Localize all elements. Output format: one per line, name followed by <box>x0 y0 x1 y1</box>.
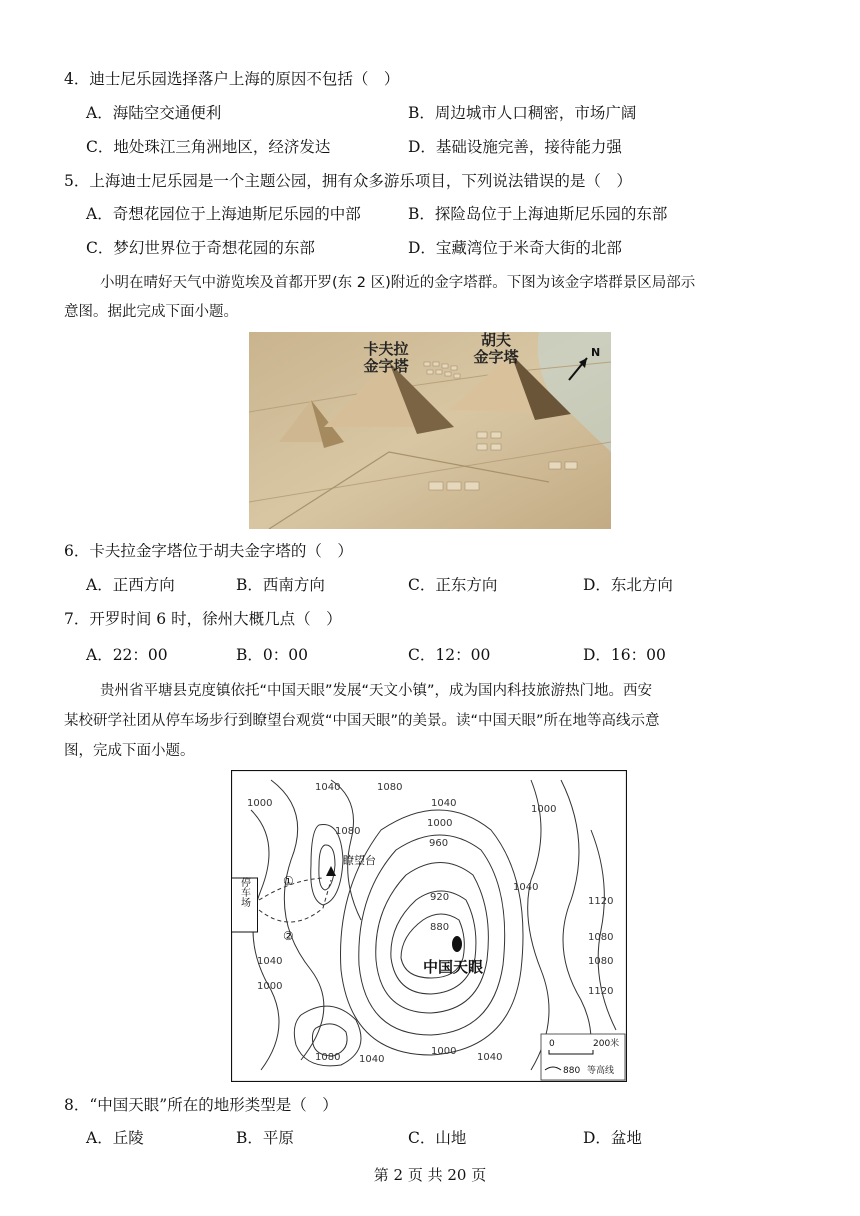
contour-label: 1080 <box>315 1052 341 1063</box>
q5-option-d: D．宝藏湾位于米奇大街的北部 <box>408 239 622 257</box>
q8-stem: 8．“中国天眼”所在的地形类型是（ ） <box>64 1096 338 1114</box>
intro1-line2: 意图。据此完成下面小题。 <box>64 304 238 320</box>
label-khufu-line2: 金字塔 <box>473 348 519 366</box>
q6-option-a: A．正西方向 <box>86 576 175 594</box>
q7-stem: 7．开罗时间 6 时，徐州大概几点（ ） <box>64 610 342 628</box>
contour-label: 1000 <box>531 804 557 815</box>
pyramid-figure <box>249 332 611 529</box>
contour-label: 1080 <box>588 932 614 943</box>
contour-label: 1080 <box>377 782 403 793</box>
contour-label: 1080 <box>588 956 614 967</box>
lookout-label: 瞭望台 <box>343 854 376 867</box>
legend-contour-text: 等高线 <box>587 1066 615 1076</box>
q5-option-b: B．探险岛位于上海迪斯尼乐园的东部 <box>408 205 668 223</box>
scale-200: 200米 <box>593 1039 620 1049</box>
q7-option-a: A．22：00 <box>86 646 168 664</box>
q4-option-b: B．周边城市人口稠密，市场广阔 <box>408 104 637 122</box>
intro2-line2: 某校研学社团从停车场步行到瞭望台观赏“中国天眼”的美景。读“中国天眼”所在地等高线示意 <box>64 713 660 729</box>
legend-contour-value: 880 <box>563 1066 581 1076</box>
contour-label: 1040 <box>359 1054 385 1065</box>
map-legend <box>541 1034 625 1080</box>
contour-label: 1040 <box>477 1052 503 1063</box>
q4-stem: 4．迪士尼乐园选择落户上海的原因不包括（ ） <box>64 70 400 88</box>
contour-label: 1120 <box>588 986 614 997</box>
telescope-icon <box>452 936 462 952</box>
china-eye-label: 中国天眼 <box>422 958 484 976</box>
q8-option-b: B．平原 <box>236 1129 294 1147</box>
label-khafre-line1: 卡夫拉 <box>363 340 409 358</box>
contour-map <box>231 770 627 1082</box>
contour-label: 1000 <box>431 1046 457 1057</box>
contour-label: 1000 <box>257 981 283 992</box>
route-1-label: ① <box>283 874 294 888</box>
q7-option-b: B．0：00 <box>236 646 308 664</box>
q5-stem: 5．上海迪士尼乐园是一个主题公园，拥有众多游乐项目，下列说法错误的是（ ） <box>64 172 632 190</box>
q5-option-c: C．梦幻世界位于奇想花园的东部 <box>86 239 315 257</box>
contour-label: 1040 <box>257 956 283 967</box>
contour-label: 1120 <box>588 896 614 907</box>
intro1-line1: 小明在晴好天气中游览埃及首都开罗(东 2 区)附近的金字塔群。下图为该金字塔群景区局部示 <box>100 275 696 291</box>
intro2-line1: 贵州省平塘县克度镇依托“中国天眼”发展“天文小镇”，成为国内科技旅游热门地。西安 <box>100 683 653 699</box>
pyramid-illustration <box>249 332 611 529</box>
q6-option-d: D．东北方向 <box>583 576 673 594</box>
q6-option-b: B．西南方向 <box>236 576 325 594</box>
label-khafre-line2: 金字塔 <box>363 357 409 375</box>
contour-label: 960 <box>429 838 449 849</box>
contour-label: 1080 <box>335 826 361 837</box>
contour-label: 1040 <box>431 798 457 809</box>
q4-option-a: A．海陆空交通便利 <box>86 104 222 122</box>
q5-option-a: A．奇想花园位于上海迪斯尼乐园的中部 <box>86 205 361 223</box>
page-footer: 第 2 页 共 20 页 <box>373 1166 487 1184</box>
intro2-line3: 图，完成下面小题。 <box>64 743 195 759</box>
contour-label: 880 <box>430 922 450 933</box>
q6-stem: 6．卡夫拉金字塔位于胡夫金字塔的（ ） <box>64 542 353 560</box>
q8-option-a: A．丘陵 <box>86 1129 144 1147</box>
contour-label: 1000 <box>427 818 453 829</box>
contour-map-svg <box>231 770 627 1082</box>
route-2-label: ② <box>283 929 294 943</box>
parking-label: 停车场 <box>238 877 250 907</box>
contour-label: 1040 <box>315 782 341 793</box>
q8-option-c: C．山地 <box>408 1129 467 1147</box>
q4-option-c: C．地处珠江三角洲地区，经济发达 <box>86 138 331 156</box>
label-khufu-line1: 胡夫 <box>480 332 512 349</box>
q6-option-c: C．正东方向 <box>408 576 498 594</box>
q4-option-d: D．基础设施完善，接待能力强 <box>408 138 622 156</box>
north-label: N <box>591 346 601 359</box>
contour-label: 920 <box>430 892 450 903</box>
scale-zero: 0 <box>549 1039 555 1049</box>
contour-label: 1000 <box>247 798 273 809</box>
q7-option-c: C．12：00 <box>408 646 491 664</box>
contour-label: 1040 <box>513 882 539 893</box>
q8-option-d: D．盆地 <box>583 1129 642 1147</box>
q7-option-d: D．16：00 <box>583 646 666 664</box>
